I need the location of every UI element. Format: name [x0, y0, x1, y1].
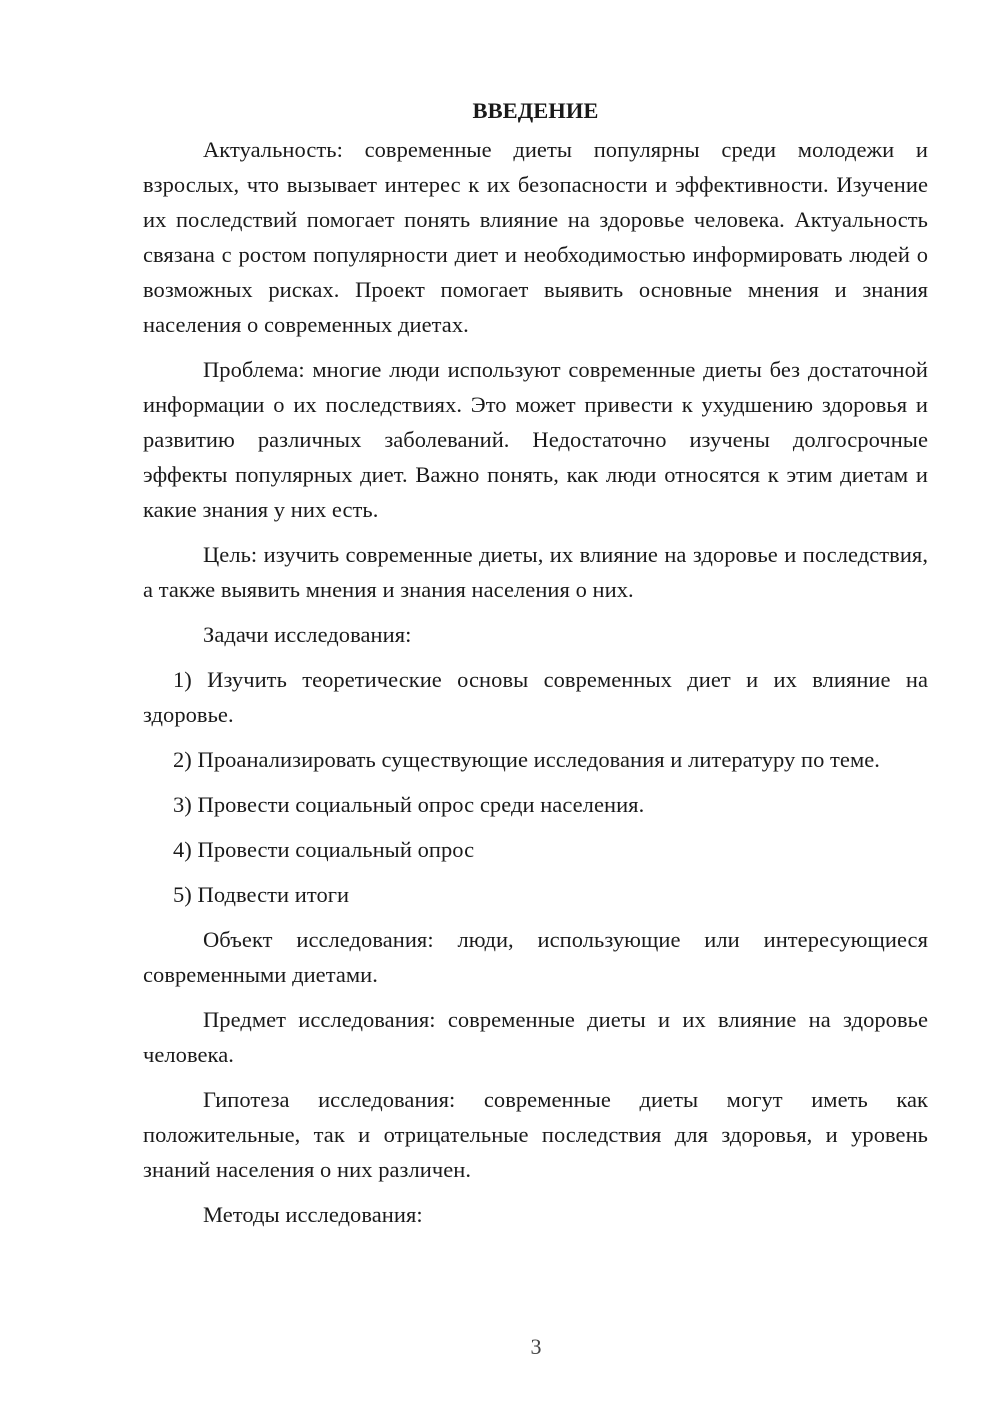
problem-paragraph: Проблема: многие люди используют современные диеты без достаточной информации о их последствиях. Это может привести к ухудшению здоровья и развитию различных заболеваний. Недостаточно изучены долгосрочные эффекты популярных диет. Важно понять, как люди относятся к этим диетам и какие знания у них есть.: [143, 357, 928, 522]
page-content: [143, 96, 928, 1242]
task-item-5: 5) Подвести итоги: [173, 882, 350, 907]
tasks-heading: Задачи исследования:: [203, 622, 412, 647]
relevance-paragraph: Актуальность: современные диеты популярны среди молодежи и взрослых, что вызывает интерес к их безопасности и эффективности. Изучение их последствий помогает понять влияние на здоровье человека. Актуальность связана с ростом популярности диет и необходимостью информировать людей о возможных рисках. Проект помогает выявить основные мнения и знания населения о современных диетах.: [143, 137, 928, 337]
page-number: 3: [530, 1334, 542, 1359]
object-paragraph: Объект исследования: люди, использующие или интересующиеся современными диетами.: [143, 927, 928, 987]
task-item-3: 3) Провести социальный опрос среди населения.: [173, 792, 645, 817]
subject-paragraph: Предмет исследования: современные диеты и их влияние на здоровье человека.: [143, 1007, 928, 1067]
hypothesis-paragraph: Гипотеза исследования: современные диеты могут иметь как положительные, так и отрицательные последствия для здоровья, и уровень знаний населения о них различен.: [143, 1087, 928, 1182]
methods-heading: Методы исследования:: [203, 1202, 423, 1227]
task-item-2: 2) Проанализировать существующие исследования и литературу по теме.: [173, 747, 880, 772]
task-item-1: 1) Изучить теоретические основы современных диет и их влияние на здоровье.: [143, 667, 928, 727]
task-item-4: 4) Провести социальный опрос: [173, 837, 475, 862]
section-title: ВВЕДЕНИЕ: [472, 98, 599, 123]
goal-paragraph: Цель: изучить современные диеты, их влияние на здоровье и последствия, а также выявить мнения и знания населения о них.: [143, 542, 928, 602]
